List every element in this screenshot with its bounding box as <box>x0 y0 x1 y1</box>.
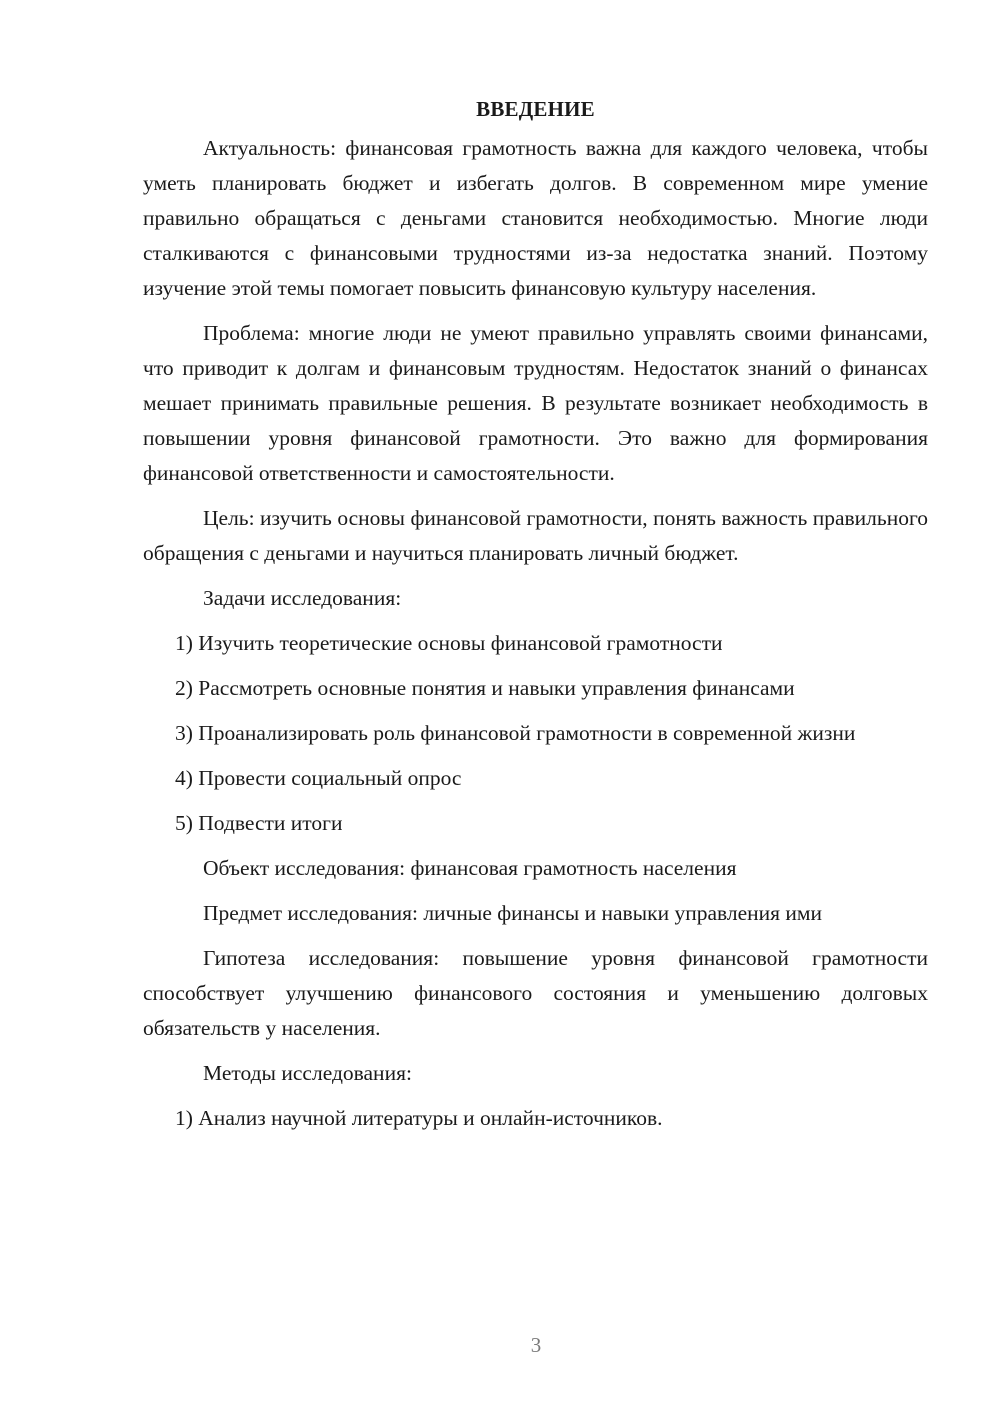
task-item: 1) Изучить теоретические основы финансовой грамотности <box>175 631 723 655</box>
relevance-paragraph: Актуальность: финансовая грамотность важна для каждого человека, чтобы уметь планировать бюджет и избегать долгов. В современном мире умение правильно обращаться с деньгами становится необходимостью. Многие люди сталкиваются с финансовыми трудностями из-за недостатка знаний. Поэтому изучение этой темы помогает повысить финансовую культуру населения. <box>143 136 928 300</box>
problem-paragraph: Проблема: многие люди не умеют правильно управлять своими финансами, что приводит к долгам и финансовым трудностям. Недостаток знаний о финансах мешает принимать правильные решения. В результате возникает необходимость в повышении уровня финансовой грамотности. Это важно для формирования финансовой ответственности и самостоятельности. <box>143 321 928 485</box>
section-title: ВВЕДЕНИЕ <box>476 97 595 121</box>
task-item: 3) Проанализировать роль финансовой грамотности в современной жизни <box>175 721 856 745</box>
page-content <box>143 92 928 1146</box>
method-item: 1) Анализ научной литературы и онлайн-источников. <box>175 1106 663 1130</box>
object-line: Объект исследования: финансовая грамотность населения <box>203 856 737 880</box>
methods-list <box>143 1101 928 1136</box>
subject-line: Предмет исследования: личные финансы и навыки управления ими <box>203 901 823 925</box>
page-number: 3 <box>530 1333 542 1357</box>
hypothesis-paragraph: Гипотеза исследования: повышение уровня финансовой грамотности способствует улучшению финансового состояния и уменьшению долговых обязательств у населения. <box>143 946 928 1040</box>
tasks-heading: Задачи исследования: <box>203 586 402 610</box>
methods-heading: Методы исследования: <box>203 1061 412 1085</box>
task-item: 5) Подвести итоги <box>175 811 343 835</box>
goal-paragraph: Цель: изучить основы финансовой грамотности, понять важность правильного обращения с деньгами и научиться планировать личный бюджет. <box>143 506 928 565</box>
tasks-list <box>143 626 928 841</box>
task-item: 4) Провести социальный опрос <box>175 766 462 790</box>
task-item: 2) Рассмотреть основные понятия и навыки управления финансами <box>175 676 795 700</box>
